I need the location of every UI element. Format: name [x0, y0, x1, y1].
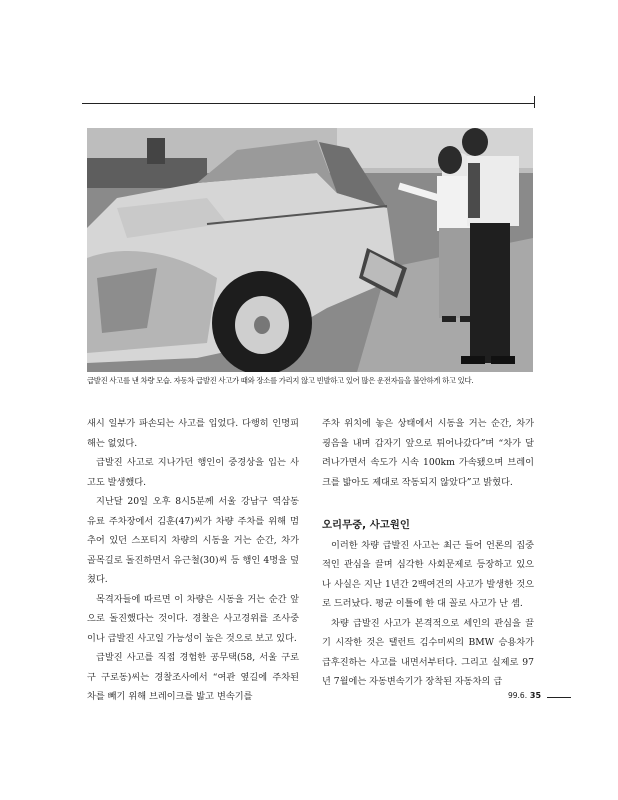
issue-label: 99.6.: [508, 691, 528, 700]
article-paragraph: 주차 위치에 놓은 상태에서 시동을 거는 순간, 차가 굉음을 내며 갑자기 앞으로 튀어나갔다”며 “차가 달려나가면서 속도가 시속 100km 가속됐으며 브레이크를 밟아도 제대로 작동되지 않았다”고 밝혔다.: [322, 418, 534, 488]
article-paragraph: 급발진 사고로 지나가던 행인이 중경상을 입는 사고도 발생했다.: [87, 457, 299, 488]
article-paragraph: 급발진 사고를 직접 경험한 공무택(58, 서울 구로구 구로동)씨는 경찰조사에서 “여관 옆길에 주차된 차를 빼기 위해 브레이크를 밟고 변속기를: [87, 652, 299, 702]
header-rule: [82, 103, 534, 104]
article-paragraph: 지난달 20일 오후 8시5분께 서울 강남구 역삼동 유료 주차장에서 김훈(47)씨가 차량 주차를 위해 멈추어 있던 스포티지 차량의 시동을 거는 순간, 차가 골목길로 돌진하면서 유근철(30)씨 등 행인 4명을 덮쳤다.: [87, 496, 299, 585]
accident-car-illustration: [87, 128, 533, 372]
footer-rule: [547, 697, 571, 698]
article-left-column: [87, 414, 299, 707]
article-paragraph: 새시 일부가 파손되는 사고를 입었다. 다행히 인명피해는 없었다.: [87, 418, 299, 449]
page-folio: [508, 691, 541, 700]
header-rule-tick: [534, 96, 535, 108]
article-paragraph: 목격자들에 따르면 이 차량은 시동을 거는 순간 앞으로 돌진했다는 것이다. 경찰은 사고경위를 조사중이나 급발진 사고일 가능성이 높은 것으로 보고 있다.: [87, 593, 299, 644]
article-right-column: [322, 414, 534, 692]
article-paragraph: 차량 급발진 사고가 본격적으로 세인의 관심을 끌기 시작한 것은 탤런트 김수미씨의 BMW 승용차가 급후진하는 사고를 내면서부터다. 그리고 실제로 97년 7월에는 자동변속기가 장착된 자동차의 급: [322, 617, 534, 687]
section-heading: 오리무중, 사고원인: [322, 519, 410, 531]
photo-caption: 급발진 사고를 낸 차량 모습. 자동차 급발진 사고가 때와 장소를 가리지 않고 빈발하고 있어 많은 운전자들을 불안하게 하고 있다.: [87, 376, 474, 385]
accident-car-photo: [87, 128, 533, 372]
article-paragraph: 이러한 차량 급발진 사고는 최근 들어 언론의 집중적인 관심을 끌며 심각한 사회문제로 등장하고 있으나 사실은 지난 1년간 2백여건의 사고가 발생한 것으로 드러났다. 평균 이틀에 한 대 꼴로 사고가 난 셈.: [322, 539, 534, 609]
page-number: 35: [529, 691, 542, 700]
